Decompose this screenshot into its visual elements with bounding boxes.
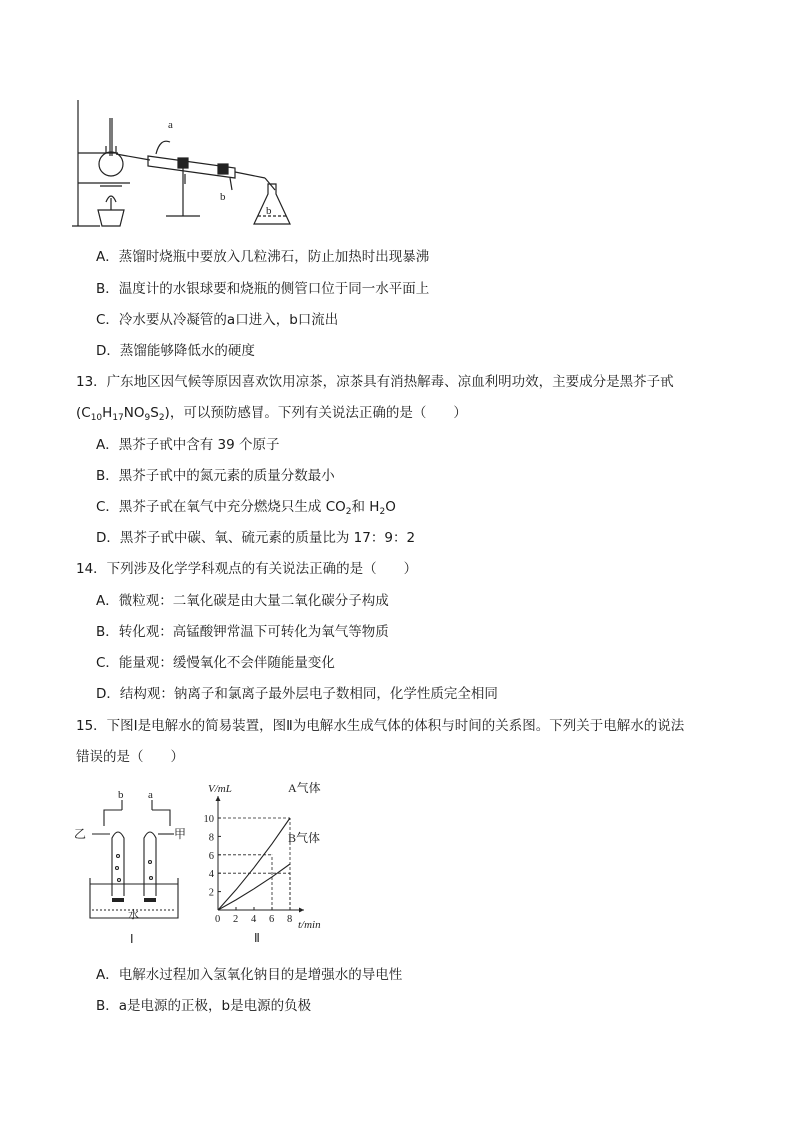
q12-option-b: B．温度计的水银球要和烧瓶的侧管口位于同一水平面上 bbox=[96, 281, 430, 297]
series-b-line bbox=[218, 864, 290, 910]
electrolysis-apparatus-figure bbox=[74, 786, 187, 946]
q13-stem-line1: 13．广东地区因气候等原因喜欢饮用凉茶，凉茶具有消热解毒、凉血利明功效，主要成分是黑芥子甙 bbox=[76, 374, 674, 390]
y-tick-label: 10 bbox=[203, 814, 214, 825]
q14-option-a: A．微粒观：二氧化碳是由大量二氧化碳分子构成 bbox=[96, 593, 389, 609]
figure1-caption: Ⅰ bbox=[130, 932, 134, 946]
x-axis-label: t/min bbox=[298, 919, 321, 931]
series-a-label: A气体 bbox=[288, 781, 321, 795]
q14-stem: 14．下列涉及化学学科观点的有关说法正确的是（ ） bbox=[76, 561, 418, 577]
q13-option-b: B．黑芥子甙中的氮元素的质量分数最小 bbox=[96, 468, 335, 484]
q15-option-b: B．a是电源的正极，b是电源的负极 bbox=[96, 998, 312, 1014]
label-a: a bbox=[148, 789, 153, 801]
y-tick-label: 8 bbox=[208, 832, 214, 844]
label-b-left: b bbox=[220, 191, 226, 203]
distillation-apparatus-figure bbox=[70, 98, 300, 228]
q12-option-a: A．蒸馏时烧瓶中要放入几粒沸石，防止加热时出现暴沸 bbox=[96, 249, 430, 265]
q13-stem-line2: $(C_{10}H_{17}NO_9S_2)$，可以预防感冒。下列有关说法正确的是（ ） bbox=[76, 405, 467, 423]
water-label: 水 bbox=[128, 909, 139, 921]
left-tube-label: 乙 bbox=[74, 827, 87, 841]
x-tick-label: 4 bbox=[251, 914, 257, 925]
q14-option-b: B．转化观：高锰酸钾常温下可转化为氧气等物质 bbox=[96, 624, 389, 640]
series-b-label: B气体 bbox=[288, 831, 321, 845]
q15-stem-line2: 错误的是（ ） bbox=[76, 749, 184, 765]
right-tube-label: 甲 bbox=[174, 827, 187, 841]
q12-option-c: C．冷水要从冷凝管的a口进入，b口流出 bbox=[96, 312, 339, 328]
q15-option-a: A．电解水过程加入氢氧化钠目的是增强水的导电性 bbox=[96, 967, 403, 983]
q13-option-d: D．黑芥子甙中碳、氧、硫元素的质量比为 17：9：2 bbox=[96, 530, 416, 546]
q14-option-c: C．能量观：缓慢氧化不会伴随能量变化 bbox=[96, 655, 335, 671]
y-tick-label: 2 bbox=[208, 887, 214, 899]
x-tick-label: 2 bbox=[233, 914, 239, 925]
x-tick-label: 6 bbox=[269, 914, 275, 925]
series-a-line bbox=[218, 818, 290, 910]
q12-option-d: D．蒸馏能够降低水的硬度 bbox=[96, 343, 255, 359]
q14-option-d: D．结构观：钠离子和氯离子最外层电子数相同，化学性质完全相同 bbox=[96, 686, 498, 702]
volume-time-chart bbox=[196, 782, 346, 948]
x-tick-label: 0 bbox=[215, 914, 221, 925]
y-tick-label: 6 bbox=[208, 850, 214, 862]
y-axis-label: V/mL bbox=[208, 783, 232, 795]
label-a: a bbox=[168, 119, 173, 131]
q13-option-c: C．黑芥子甙在氧气中充分燃烧只生成 $CO_2$和 $H_2O$ bbox=[96, 499, 396, 517]
q13-option-a: A．黑芥子甙中含有 39 个原子 bbox=[96, 437, 280, 453]
x-tick-label: 8 bbox=[287, 914, 293, 925]
x-axis-arrow bbox=[299, 908, 304, 913]
label-b-right: b bbox=[266, 205, 272, 217]
y-axis-arrow bbox=[216, 796, 221, 801]
label-b: b bbox=[118, 789, 124, 801]
y-tick-label: 4 bbox=[208, 869, 214, 881]
figure2-caption: Ⅱ bbox=[254, 931, 260, 945]
q15-stem-line1: 15．下图Ⅰ是电解水的简易装置，图Ⅱ为电解水生成气体的体积与时间的关系图。下列关于电解水的说法 bbox=[76, 718, 685, 734]
